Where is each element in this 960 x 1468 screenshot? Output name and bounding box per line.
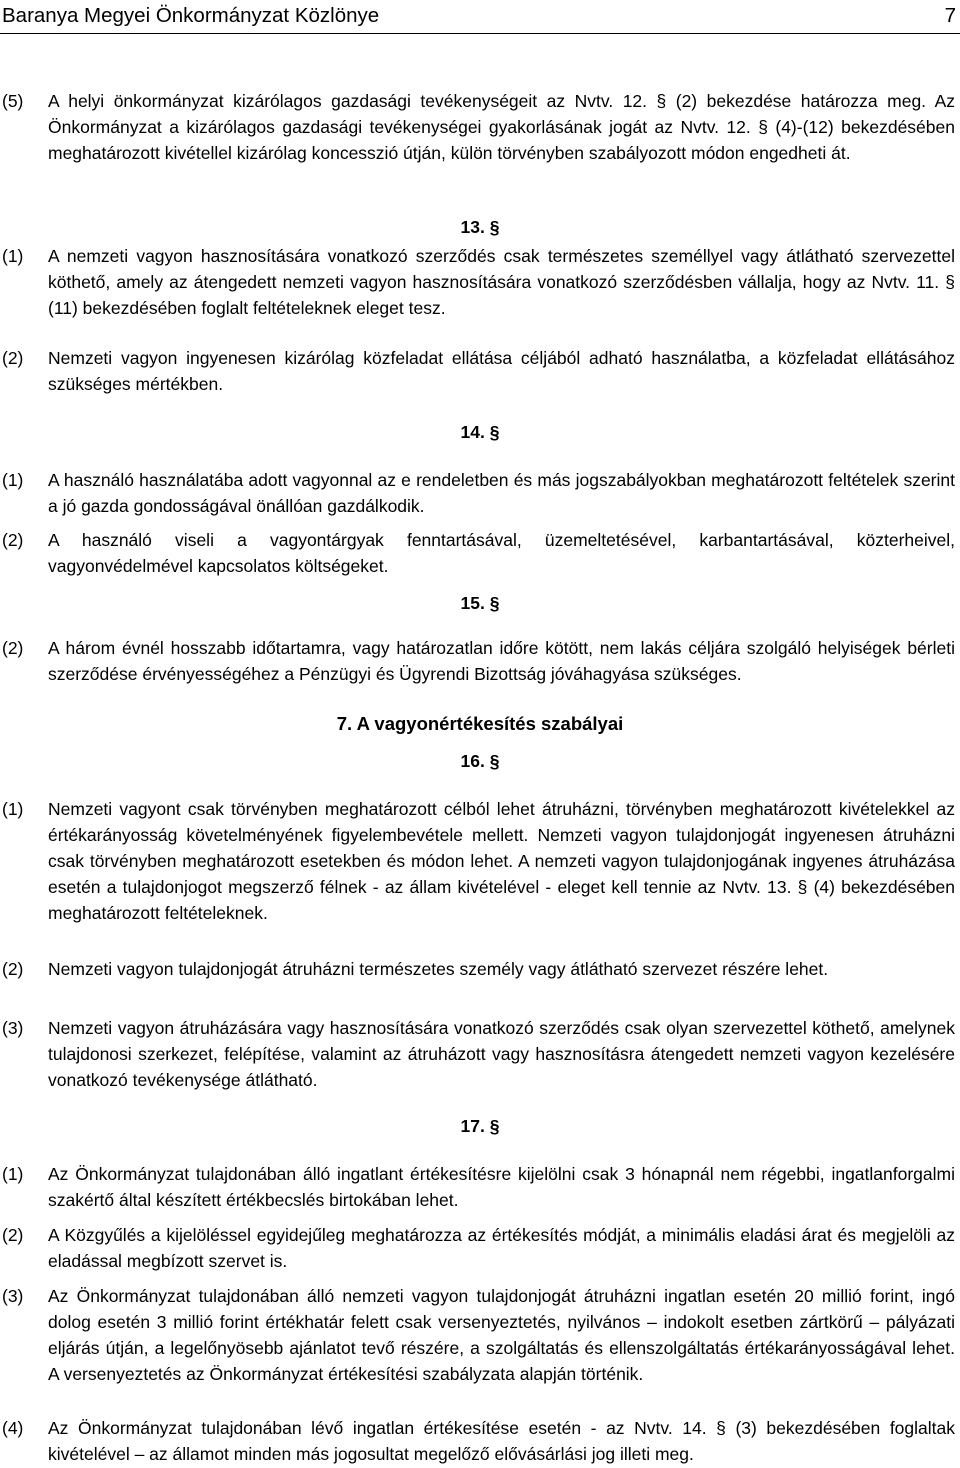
paragraph-text: A nemzeti vagyon hasznosítására vonatkozó szerződés csak természetes személlyel vagy átlátható szervezettel köthető, amely az átengedett nemzeti vagyon hasznosítására vonatkozó szerződésben vállalja, hogy az Nvtv. 11. § (11) bekezdésében foglalt feltételeknek eleget tesz. bbox=[48, 246, 955, 318]
paragraph-text: Nemzeti vagyont csak törvényben meghatározott célból lehet átruházni, törvényben meghatározott kivételekkel az értékarányosság követelményének figyelembevétele mellett. Nemzeti vagyon tulajdonjogát ingyenesen átruházni csak törvényben meghatározott esetekben és módon lehet. A nemzeti vagyon tulajdonjogának ingyenes átruházása esetén a tulajdonjogot megszerző félnek - az állam kivételével - eleget kell tennie az Nvtv. 13. § (4) bekezdésében meghatározott feltételeknek. bbox=[48, 799, 955, 923]
paragraph-1 bbox=[2, 1161, 955, 1213]
paragraph-text: Nemzeti vagyon tulajdonjogát átruházni természetes személy vagy átlátható szervezet részére lehet. bbox=[48, 959, 829, 979]
page-header bbox=[0, 0, 960, 34]
paragraph-text: Az Önkormányzat tulajdonában álló ingatlant értékesítésre kijelölni csak 3 hónapnál nem régebbi, ingatlanforgalmi szakértő által készített értékbecslés birtokában lehet. bbox=[48, 1164, 955, 1210]
paragraph-text: A helyi önkormányzat kizárólagos gazdasági tevékenységeit az Nvtv. 12. § (2) bekezdése határozza meg. Az Önkormányzat a kizárólagos gazdasági tevékenységei gyakorlásának jogát az Nvtv. 12. § (4)-(12) bekezdésében meghatározott kivétellel kizárólag koncesszió útján, külön törvényben szabályozott módon engedheti át. bbox=[48, 91, 955, 163]
chapter-7-heading: 7. A vagyonértékesítés szabályai bbox=[336, 713, 624, 734]
paragraph-text: A használó viseli a vagyontárgyak fenntartásával, üzemeltetésével, karbantartásával, közterheivel, vagyonvédelmével kapcsolatos költségeket. bbox=[48, 530, 955, 576]
page-number: 7 bbox=[944, 4, 956, 27]
paragraph-text: A három évnél hosszabb időtartamra, vagy határozatlan időre kötött, nem lakás céljára szolgáló helyiségek bérleti szerződése érvényességéhez a Pénzügyi és Ügyrendi Bizottság jóváhagyása szükséges. bbox=[48, 638, 955, 684]
paragraph-text: A használó használatába adott vagyonnal az e rendeletben és más jogszabályokban meghatározott feltételek szerint a jó gazda gondosságával önállóan gazdálkodik. bbox=[48, 470, 955, 516]
section-13-heading: 13. § bbox=[460, 217, 500, 237]
paragraph-number: (2) bbox=[2, 959, 24, 979]
paragraph-number: (2) bbox=[2, 530, 24, 550]
section-15-heading: 15. § bbox=[460, 593, 500, 613]
paragraph-number: (1) bbox=[2, 1164, 24, 1184]
paragraph-1 bbox=[2, 243, 955, 321]
paragraph-5 bbox=[2, 88, 955, 166]
paragraph-number: (1) bbox=[2, 470, 24, 490]
paragraph-2 bbox=[2, 1222, 955, 1274]
paragraph-number: (2) bbox=[2, 348, 24, 368]
paragraph-number: (5) bbox=[2, 91, 24, 111]
paragraph-2 bbox=[2, 635, 955, 687]
paragraph-number: (1) bbox=[2, 799, 24, 819]
paragraph-1 bbox=[2, 796, 955, 926]
paragraph-2 bbox=[2, 956, 955, 982]
paragraph-text: Az Önkormányzat tulajdonában lévő ingatlan értékesítése esetén - az Nvtv. 14. § (3) bekezdésében foglaltak kivételével – az államot minden más jogosultat megelőző elővásárlási jog illeti meg. bbox=[48, 1418, 955, 1464]
publication-title: Baranya Megyei Önkormányzat Közlönye bbox=[2, 4, 380, 27]
paragraph-3 bbox=[2, 1015, 955, 1093]
paragraph-3 bbox=[2, 1283, 955, 1387]
paragraph-number: (1) bbox=[2, 246, 24, 266]
paragraph-text: Nemzeti vagyon átruházására vagy hasznosítására vonatkozó szerződés csak olyan szervezettel köthető, amelynek tulajdonosi szerkezet, felépítése, valamint az átruházott vagy hasznosításra átengedett nemzeti vagyon kezelésére vonatkozó tevékenysége átlátható. bbox=[48, 1018, 955, 1090]
section-14-heading: 14. § bbox=[460, 422, 500, 442]
paragraph-number: (3) bbox=[2, 1018, 24, 1038]
paragraph-text: Nemzeti vagyon ingyenesen kizárólag közfeladat ellátása céljából adható használatba, a közfeladat ellátásához szükséges mértékben. bbox=[48, 348, 955, 394]
paragraph-text: A Közgyűlés a kijelöléssel egyidejűleg meghatározza az értékesítés módját, a minimális eladási árat és megjelöli az eladással megbízott szervet is. bbox=[48, 1225, 955, 1271]
section-16-heading: 16. § bbox=[460, 751, 500, 771]
paragraph-2 bbox=[2, 345, 955, 397]
paragraph-4 bbox=[2, 1415, 955, 1467]
section-17-heading: 17. § bbox=[460, 1116, 500, 1136]
paragraph-number: (4) bbox=[2, 1418, 24, 1438]
paragraph-2 bbox=[2, 527, 955, 579]
paragraph-number: (2) bbox=[2, 638, 24, 658]
paragraph-text: Az Önkormányzat tulajdonában álló nemzeti vagyon tulajdonjogát átruházni ingatlan esetén 20 millió forint, ingó dolog esetén 3 millió forint értékhatár felett csak versenyeztetés, nyilvános – indokolt esetben zártkörű – pályázati eljárás útján, a legelőnyösebb ajánlatot tevő részére, a szolgáltatás és ellenszolgáltatás értékarányosságával lehet. A versenyeztetés az Önkormányzat értékesítési szabályzata alapján történik. bbox=[48, 1286, 955, 1384]
paragraph-number: (3) bbox=[2, 1286, 24, 1306]
paragraph-number: (2) bbox=[2, 1225, 24, 1245]
paragraph-1 bbox=[2, 467, 955, 519]
